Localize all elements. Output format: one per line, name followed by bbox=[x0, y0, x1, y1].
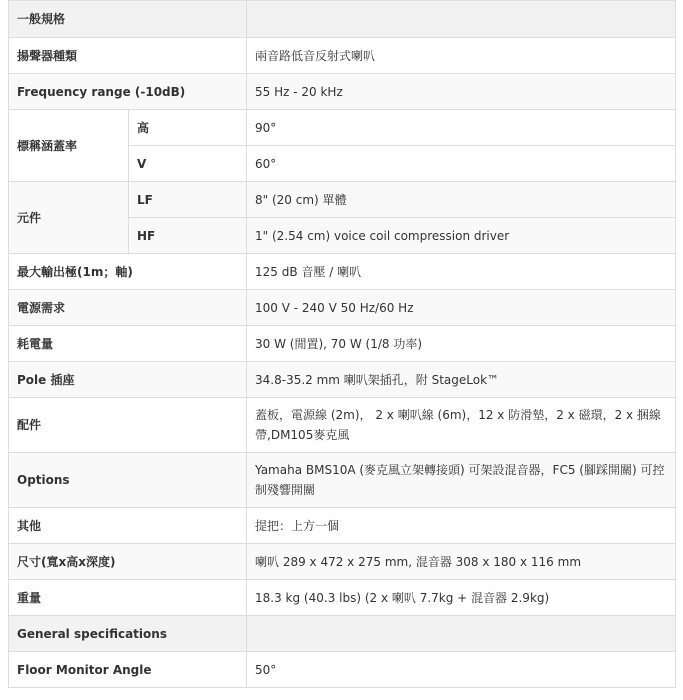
table-row-pole-socket bbox=[9, 362, 676, 398]
row-value: 125 dB 音壓 / 喇叭 bbox=[247, 254, 676, 290]
row-value: Yamaha BMS10A (麥克風立架轉接頭) 可架設混音器，FC5 (腳踩開關) 可控制殘響開關 bbox=[247, 453, 676, 508]
table-row-floor-monitor-angle bbox=[9, 652, 676, 688]
row-value-h: 90° bbox=[247, 110, 676, 146]
row-label: Pole 插座 bbox=[9, 362, 247, 398]
table-row-accessories bbox=[9, 398, 676, 453]
table-row-max-spl bbox=[9, 254, 676, 290]
row-label: 重量 bbox=[9, 580, 247, 616]
row-value: 兩音路低音反射式喇叭 bbox=[247, 38, 676, 74]
row-label: 最大輸出極(1m；軸) bbox=[9, 254, 247, 290]
row-label: 耗電量 bbox=[9, 326, 247, 362]
row-label: Options bbox=[9, 453, 247, 508]
table-row-components-lf bbox=[9, 182, 676, 218]
table-row-dimensions bbox=[9, 544, 676, 580]
table-row-power-consumption bbox=[9, 326, 676, 362]
section-header-blank bbox=[247, 616, 676, 652]
table-row-other bbox=[9, 508, 676, 544]
row-label-coverage: 標稱涵蓋率 bbox=[9, 110, 129, 182]
row-value-v: 60° bbox=[247, 146, 676, 182]
section-title: General specifications bbox=[9, 616, 247, 652]
row-value-hf: 1" (2.54 cm) voice coil compression driver bbox=[247, 218, 676, 254]
table-row-frequency-range bbox=[9, 74, 676, 110]
row-label: Frequency range (-10dB) bbox=[9, 74, 247, 110]
row-value: 18.3 kg (40.3 lbs) (2 x 喇叭 7.7kg + 混音器 2.9kg) bbox=[247, 580, 676, 616]
section-header-general-jp bbox=[9, 1, 676, 38]
table-row-coverage-h bbox=[9, 110, 676, 146]
table-row-power-requirements bbox=[9, 290, 676, 326]
row-label: 電源需求 bbox=[9, 290, 247, 326]
section-header-general-en bbox=[9, 616, 676, 652]
row-sublabel-hf: HF bbox=[129, 218, 247, 254]
row-value-lf: 8" (20 cm) 單體 bbox=[247, 182, 676, 218]
row-value: 提把：上方一個 bbox=[247, 508, 676, 544]
section-header-blank bbox=[247, 1, 676, 38]
row-value: 50° bbox=[247, 652, 676, 688]
table-row-speaker-type bbox=[9, 38, 676, 74]
spec-table-container bbox=[8, 0, 676, 688]
row-label: Floor Monitor Angle bbox=[9, 652, 247, 688]
row-label: 配件 bbox=[9, 398, 247, 453]
row-label: 其他 bbox=[9, 508, 247, 544]
table-row-weight bbox=[9, 580, 676, 616]
section-title: 一般規格 bbox=[9, 1, 247, 38]
table-row-options bbox=[9, 453, 676, 508]
row-value: 30 W (閒置), 70 W (1/8 功率) bbox=[247, 326, 676, 362]
row-sublabel-lf: LF bbox=[129, 182, 247, 218]
row-label: 揚聲器種類 bbox=[9, 38, 247, 74]
specifications-table bbox=[8, 0, 676, 688]
row-value: 55 Hz - 20 kHz bbox=[247, 74, 676, 110]
row-sublabel-h: 高 bbox=[129, 110, 247, 146]
row-value: 蓋板，電源線 (2m)， 2 x 喇叭線 (6m)，12 x 防滑墊，2 x 磁環，2 x 捆線帶,DM105麥克風 bbox=[247, 398, 676, 453]
row-label: 尺寸(寬x高x深度) bbox=[9, 544, 247, 580]
row-value: 喇叭 289 x 472 x 275 mm, 混音器 308 x 180 x 116 mm bbox=[247, 544, 676, 580]
row-value: 100 V - 240 V 50 Hz/60 Hz bbox=[247, 290, 676, 326]
row-sublabel-v: V bbox=[129, 146, 247, 182]
row-label-components: 元件 bbox=[9, 182, 129, 254]
row-value: 34.8-35.2 mm 喇叭架插孔，附 StageLok™ bbox=[247, 362, 676, 398]
